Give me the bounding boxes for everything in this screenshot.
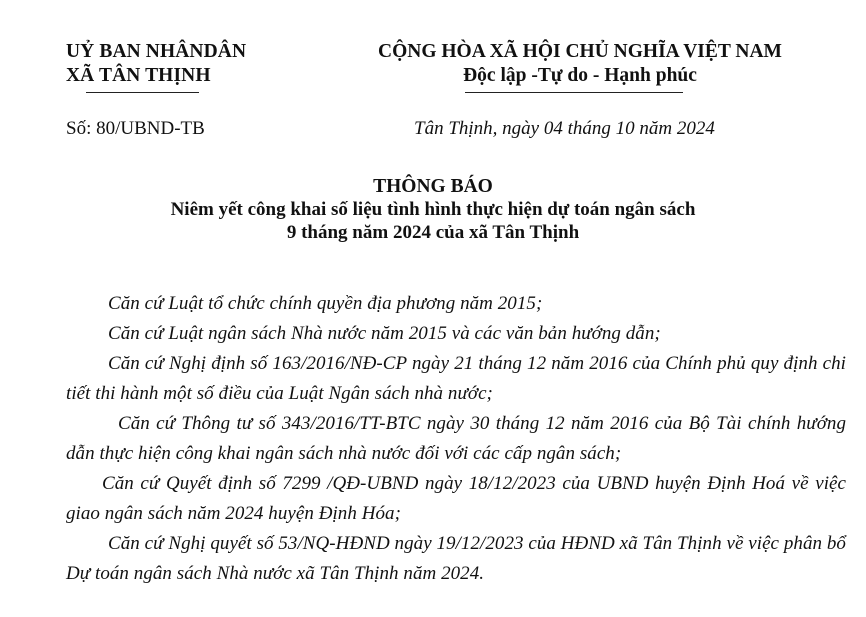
citation-paragraph: Căn cứ Luật tổ chức chính quyền địa phương năm 2015; — [108, 293, 543, 314]
national-motto — [330, 40, 830, 88]
citation-paragraph: Căn cứ Quyết định số 7299 /QĐ-UBND ngày 18/12/2023 của UBND huyện Định Hoá về việc giao ngân sách năm 2024 huyện Định Hóa; — [66, 473, 846, 524]
subject-line-1: Niêm yết công khai số liệu tình hình thực hiện dự toán ngân sách — [170, 199, 696, 220]
place-and-date: Tân Thịnh, ngày 04 tháng 10 năm 2024 — [414, 118, 715, 139]
citation-paragraph: Căn cứ Luật ngân sách Nhà nước năm 2015 và các văn bản hướng dẫn; — [108, 323, 661, 344]
citation-paragraph: Căn cứ Nghị quyết số 53/NQ-HĐND ngày 19/12/2023 của HĐND xã Tân Thịnh về việc phân bổ Dự toán ngân sách Nhà nước xã Tân Thịnh năm 2024. — [66, 533, 846, 584]
legal-basis — [66, 289, 846, 589]
authority-underline — [86, 92, 199, 93]
motto-underline — [465, 92, 683, 93]
document-title — [0, 175, 866, 244]
authority-line-2: XÃ TÂN THỊNH — [66, 65, 211, 86]
country-name: CỘNG HÒA XÃ HỘI CHỦ NGHĨA VIỆT NAM — [378, 41, 782, 62]
citation-paragraph: Căn cứ Nghị định số 163/2016/NĐ-CP ngày 21 tháng 12 năm 2016 của Chính phủ quy định chi tiết thi hành một số điều của Luật Ngân sách nhà nước; — [66, 353, 846, 404]
issuing-authority — [66, 40, 306, 88]
citation-paragraph: Căn cứ Thông tư số 343/2016/TT-BTC ngày 30 tháng 12 năm 2016 của Bộ Tài chính hướng dẫn thực hiện công khai ngân sách nhà nước đối với các cấp ngân sách; — [66, 413, 846, 464]
document-type: THÔNG BÁO — [373, 176, 493, 197]
authority-line-1: UỶ BAN NHÂNDÂN — [66, 41, 247, 62]
motto-line: Độc lập -Tự do - Hạnh phúc — [463, 65, 697, 86]
document-number: Số: 80/UBND-TB — [66, 118, 205, 139]
subject-line-2: 9 tháng năm 2024 của xã Tân Thịnh — [286, 222, 580, 243]
